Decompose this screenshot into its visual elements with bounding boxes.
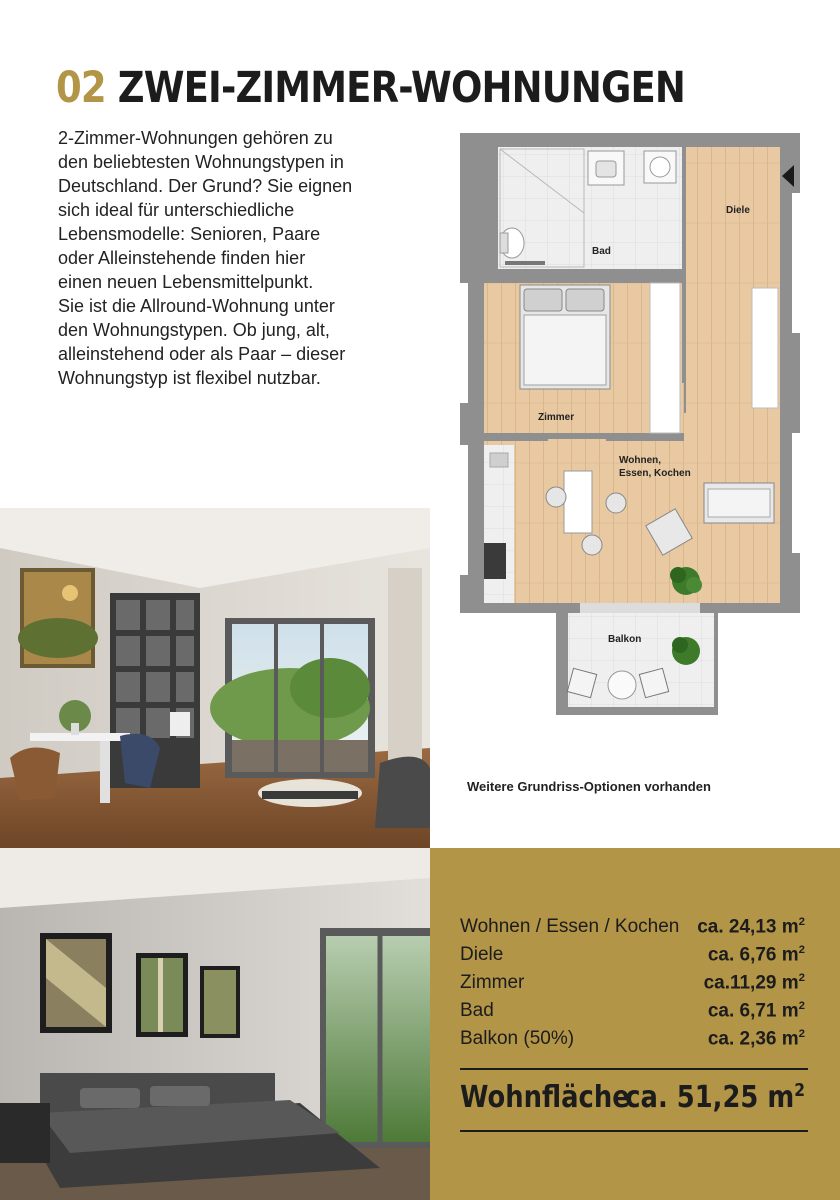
page-title: [56, 60, 685, 116]
intro-line: Lebensmodelle: Senioren, Paare: [58, 224, 321, 244]
stat-row-bad: [460, 1000, 805, 1026]
area-stats-panel: [430, 848, 840, 1200]
total-value: ca. 51,25 $m^2$: [625, 1080, 805, 1115]
total-area: [460, 1076, 805, 1120]
section-number: 02: [56, 63, 106, 113]
intro-line: den Wohnungstypen. Ob jung, alt,: [58, 320, 330, 340]
intro-line: Sie ist die Allround-Wohnung unter: [58, 296, 335, 316]
stat-label: Balkon (50%): [460, 1028, 575, 1049]
stat-row-zimmer: [460, 972, 805, 998]
stat-value: ca. 6,71 $m^2$: [707, 1000, 805, 1022]
intro-line: alleinstehend oder als Paar – dieser: [58, 344, 346, 364]
stat-value: ca. 24,13 $m^2$: [697, 916, 805, 938]
stat-label: Diele: [460, 944, 504, 965]
room-label-wohnen-1: Wohnen,: [619, 455, 662, 466]
stat-value: ca. 6,76 $m^2$: [707, 944, 805, 966]
bedroom-photo: [0, 848, 430, 1200]
room-label-diele: Diele: [726, 205, 750, 216]
stat-value: ca. 2,36 $m^2$: [707, 1028, 805, 1050]
stat-row-wohnen: [460, 916, 805, 942]
intro-line: Wohnungstyp ist flexibel nutzbar.: [58, 368, 321, 388]
divider: [460, 1068, 808, 1070]
intro-line: einen neuen Lebensmittelpunkt.: [58, 272, 314, 292]
intro-text: [58, 126, 398, 390]
floor-plan: [460, 133, 800, 715]
intro-line: Deutschland. Der Grund? Sie eignen: [58, 176, 353, 196]
stat-row-balkon: [460, 1028, 805, 1054]
stat-label: Wohnen / Essen / Kochen: [460, 916, 680, 937]
room-label-bad: Bad: [592, 246, 611, 257]
intro-line: oder Alleinstehende finden hier: [58, 248, 306, 268]
stat-row-diele: [460, 944, 805, 970]
intro-line: den beliebtesten Wohnungstypen in: [58, 152, 344, 172]
intro-line: sich ideal für unterschiedliche: [58, 200, 295, 220]
section-title: ZWEI-ZIMMER-WOHNUNGEN: [117, 63, 685, 113]
floorplan-note: Weitere Grundriss-Optionen vorhanden: [467, 779, 711, 794]
room-label-zimmer: Zimmer: [538, 412, 575, 423]
room-label-balkon: Balkon: [608, 634, 642, 645]
intro-line: 2-Zimmer-Wohnungen gehören zu: [58, 128, 333, 148]
stat-label: Zimmer: [460, 972, 525, 993]
divider: [460, 1130, 808, 1132]
living-room-photo: [0, 508, 430, 848]
total-label: Wohnfläche: [460, 1080, 630, 1115]
stat-label: Bad: [460, 1000, 494, 1021]
room-label-wohnen-2: Essen, Kochen: [619, 468, 691, 479]
stat-value: ca.11,29 $m^2$: [703, 972, 805, 994]
